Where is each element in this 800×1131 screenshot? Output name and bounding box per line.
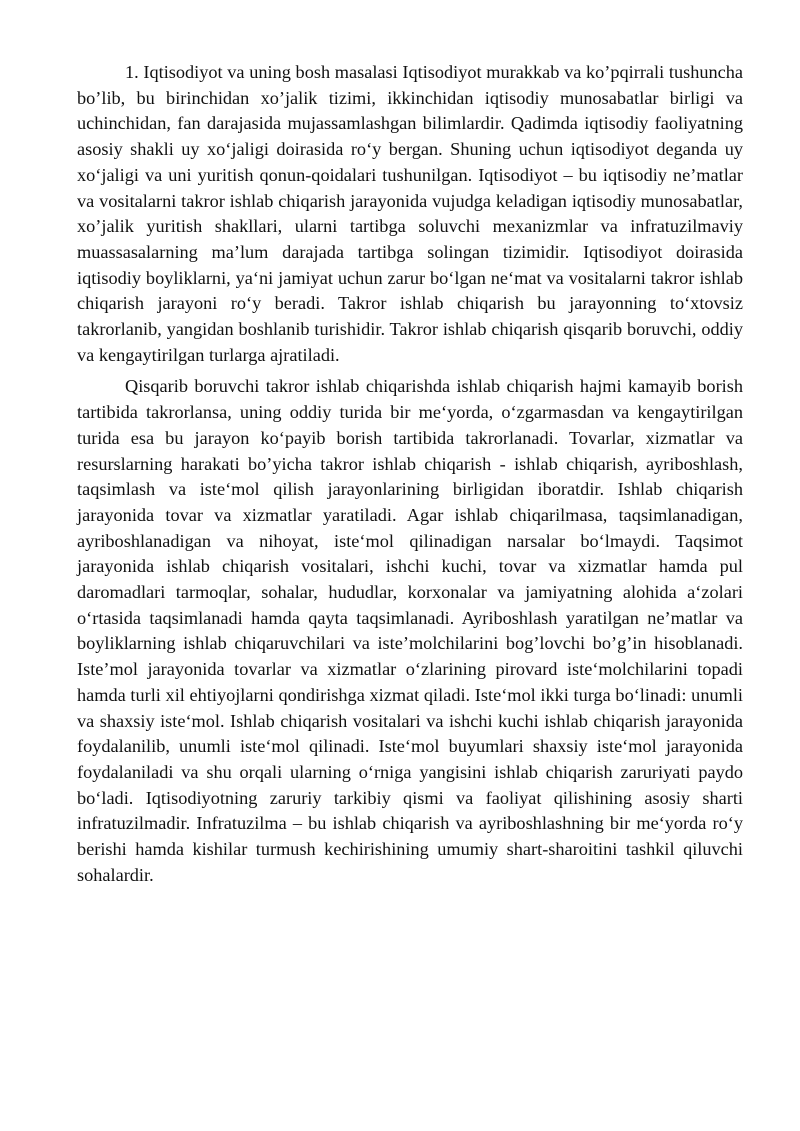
- paragraph-2: Qisqarib boruvchi takror ishlab chiqarishda ishlab chiqarish hajmi kamayib borish tartibida takrorlansa, uning oddiy turida bir meʻyorda, oʻzgarmasdan va kengaytirilgan turida esa bu jarayon koʻpayib borish tartibida takrorlanadi. Tovarlar, xizmatlar va resurslarning harakati bo’yicha takror ishlab chiqarish - ishlab chiqarish, ayriboshlash, taqsimlash va isteʻmol qilish jarayonlarining birligidan iboratdir. Ishlab chiqarish jarayonida tovar va xizmatlar yaratiladi. Agar ishlab chiqarilmasa, taqsimlanadigan, ayriboshlanadigan va nihoyat, isteʻmol qilinadigan narsalar boʻlmaydi. Taqsimot jarayonida ishlab chiqarish vositalari, ishchi kuchi, tovar va xizmatlar hamda pul daromadlari tarmoqlar, sohalar, hududlar, korxonalar va jamiyatning alohida aʻzolari oʻrtasida taqsimlanadi hamda qayta taqsimlanadi. Ayriboshlash yaratilgan ne’matlar va boyliklarning ishlab chiqaruvchilari va iste’molchilarini bog’lovchi bo’g’in hisoblanadi. Iste’mol jarayonida tovarlar va xizmatlar oʻzlarining pirovard isteʻmolchilarini topadi hamda turli xil ehtiyojlarni qondirishga xizmat qiladi. Isteʻmol ikki turga boʻlinadi: unumli va shaxsiy isteʻmol. Ishlab chiqarish vositalari va ishchi kuchi ishlab chiqarish jarayonida foydalanilib, unumli isteʻmol qilinadi. Isteʻmol buyumlari shaxsiy isteʻmol jarayonida foydalaniladi va shu orqali ularning oʻrniga yangisini ishlab chiqarish zaruriyati paydo boʻladi. Iqtisodiyotning zaruriy tarkibiy qismi va faoliyat qilishining asosiy sharti infratuzilmadir. Infratuzilma – bu ishlab chiqarish va ayriboshlashning bir meʻyorda roʻy berishi hamda kishilar turmush kechirishining umumiy shart-sharoitini tashkil qiluvchi sohalardir.: [77, 376, 743, 885]
- paragraph-1: 1. Iqtisodiyot va uning bosh masalasi Iqtisodiyot murakkab va ko’pqirrali tushuncha bo’lib, bu birinchidan xo’jalik tizimi, ikkinchidan iqtisodiy munosabatlar birligi va uchinchidan, fan darajasida mujassamlashgan bilimlardir. Qadimda iqtisodiy faoliyatning asosiy shakli uy xoʻjaligi doirasida roʻy bergan. Shuning uchun iqtisodiyot deganda uy xoʻjaligi va uni yuritish qonun-qoidalari tushunilgan. Iqtisodiyot – bu iqtisodiy ne’matlar va vositalarni takror ishlab chiqarish jarayonida vujudga keladigan iqtisodiy munosabatlar, xo’jalik yuritish shakllari, ularni tartibga soluvchi mexanizmlar va infratuzilmaviy muassasalarning ma’lum darajada tartibga solingan tizimidir. Iqtisodiyot doirasida iqtisodiy boyliklarni, yaʻni jamiyat uchun zarur boʻlgan neʻmat va vositalarni takror ishlab chiqarish jarayoni roʻy beradi. Takror ishlab chiqarish bu jarayonning toʻxtovsiz takrorlanib, yangidan boshlanib turishidir. Takror ishlab chiqarish qisqarib boruvchi, oddiy va kengaytirilgan turlarga ajratiladi.: [77, 62, 743, 365]
- document-page: [77, 60, 743, 889]
